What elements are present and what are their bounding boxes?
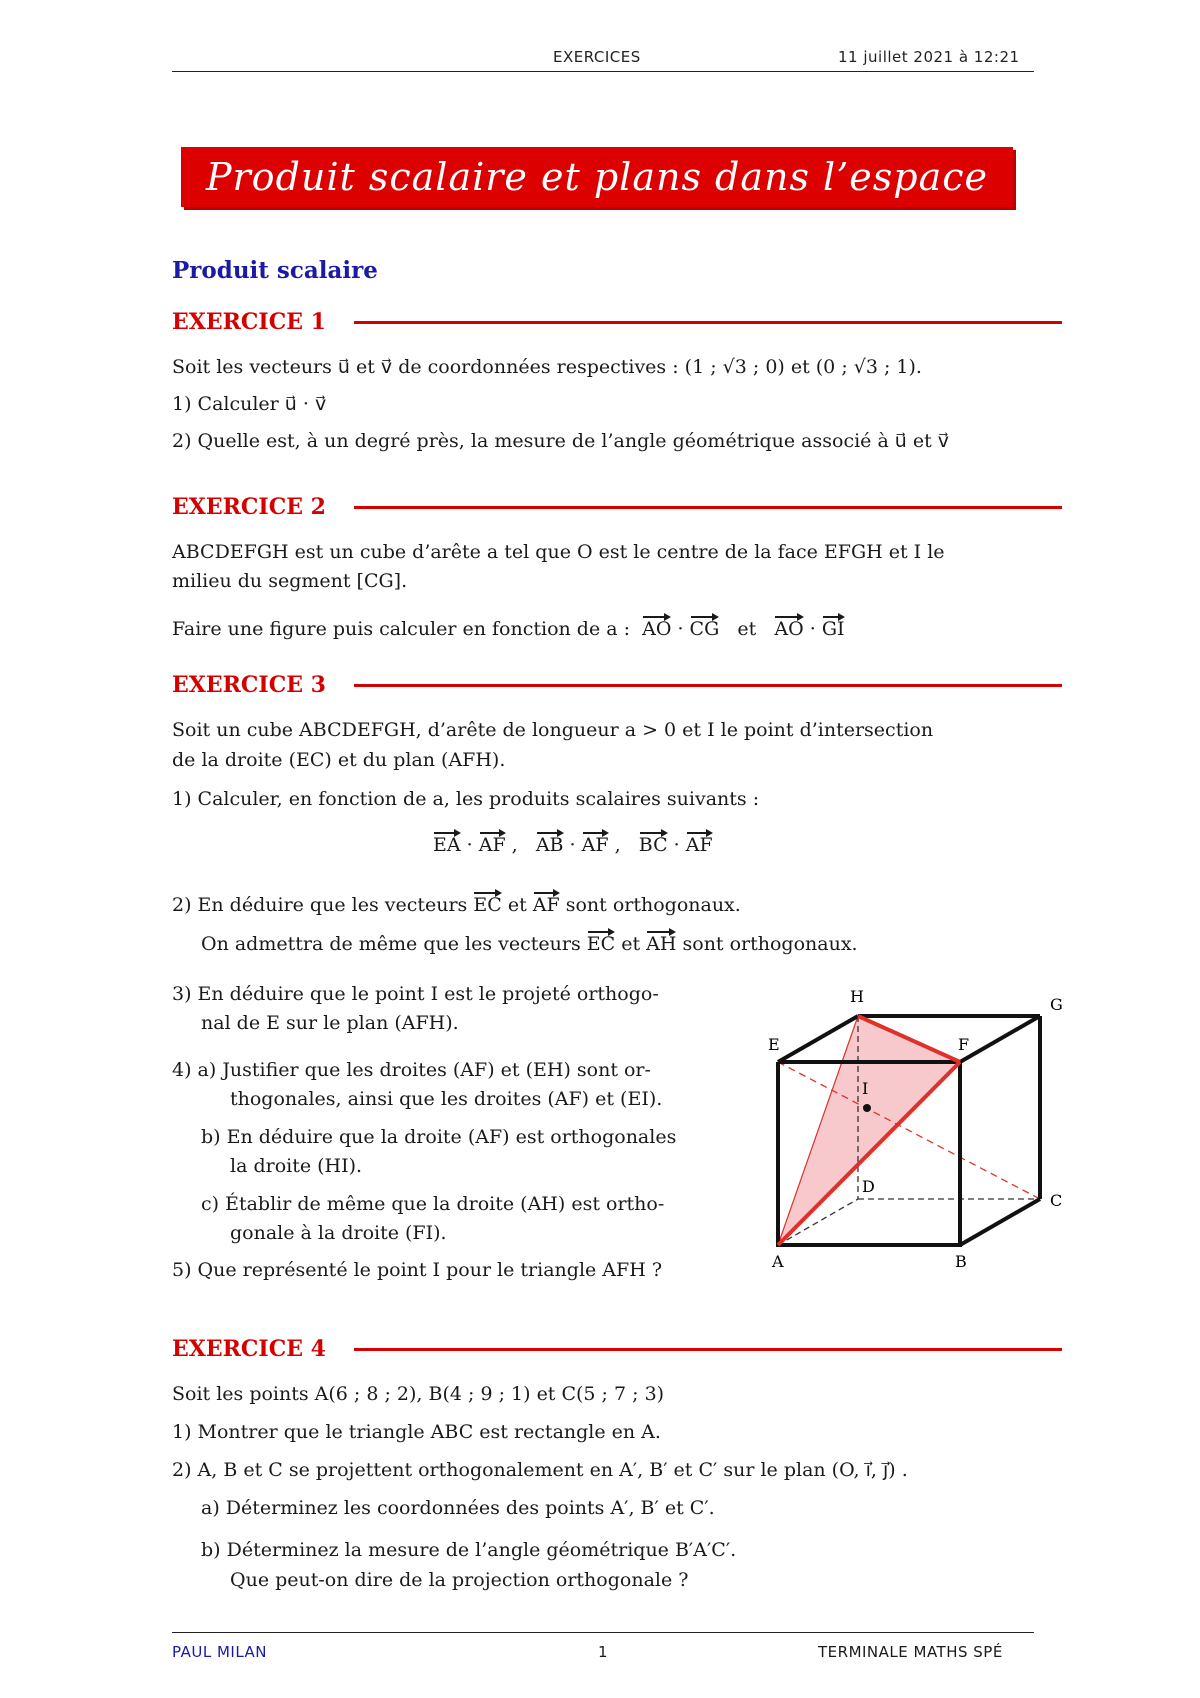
label-f: F (958, 1035, 970, 1054)
ex2-conj: et (737, 618, 757, 640)
vector-ea: EA (433, 830, 461, 860)
header-right: 11 juillet 2021 à 12:21 (838, 48, 1020, 66)
ex3-q2-end: sont orthogonaux. (565, 894, 741, 916)
ex4-q2a: a) Déterminez les coordonnées des points A′, B′ et C′. (201, 1497, 715, 1519)
ex3-q4c-line1: c) Établir de même que la droite (AH) est ortho- (201, 1193, 665, 1215)
vector-cg: CG (690, 614, 720, 644)
header-rule (172, 71, 1034, 72)
vector-ec: EC (473, 890, 501, 920)
ex3-q2-cont (201, 929, 858, 959)
edge-bc (960, 1199, 1040, 1245)
title-banner (181, 147, 1013, 207)
ex3-line1: Soit un cube ABCDEFGH, d’arête de longueur a > 0 et I le point d’intersection (172, 719, 934, 741)
vector-gi: GI (822, 614, 845, 644)
ex3-q3-line1: 3) En déduire que le point I est le projeté orthogo- (172, 983, 659, 1005)
ex2-line1: ABCDEFGH est un cube d’arête a tel que O est le centre de la face EFGH et I le (172, 541, 945, 563)
ex4-intro: Soit les points A(6 ; 8 ; 2), B(4 ; 9 ; 1) et C(5 ; 7 ; 3) (172, 1383, 665, 1405)
footer-page-number: 1 (598, 1643, 609, 1661)
vector-af-2: AF (582, 830, 609, 860)
ex3-products: EA · AF , AB · AF , BC · AF (433, 830, 713, 860)
vector-ah: AH (646, 929, 676, 959)
section-heading: Produit scalaire (172, 257, 378, 284)
exercise-2-label: EXERCICE 2 (172, 494, 326, 520)
page-title: Produit scalaire et plans dans l’espace (205, 155, 989, 199)
point-i (863, 1104, 871, 1112)
label-a: A (772, 1252, 784, 1271)
ex2-line2: milieu du segment [CG]. (172, 570, 408, 592)
ex3-q2-start: 2) En déduire que les vecteurs (172, 894, 468, 916)
ex1-q1: 1) Calculer u⃗ · v⃗ (172, 393, 327, 415)
ex2-line3-prefix: Faire une figure puis calculer en fonction de a : (172, 618, 631, 640)
edge-fg (960, 1016, 1040, 1062)
ex3-q2-conj: et (507, 894, 527, 916)
exercise-2-heading (172, 494, 1062, 520)
ex3-q3-line2: nal de E sur le plan (AFH). (201, 1012, 459, 1034)
header-left: EXERCICES (553, 48, 641, 66)
vector-ao-2: AO (774, 614, 803, 644)
ex1-q2: 2) Quelle est, à un degré près, la mesure de l’angle géométrique associé à u⃗ et v⃗ (172, 430, 950, 452)
exercise-3-heading (172, 672, 1062, 698)
vector-af-3: AF (686, 830, 713, 860)
ex3-q2c-end: sont orthogonaux. (682, 933, 858, 955)
ex3-q4a-line2: thogonales, ainsi que les droites (AF) et (EI). (230, 1088, 663, 1110)
ex3-q4a-line1: 4) a) Justifier que les droites (AF) et (EH) sont or- (172, 1059, 651, 1081)
ex1-intro: Soit les vecteurs u⃗ et v⃗ de coordonnées respectives : (1 ; √3 ; 0) et (0 ; √3 ; 1). (172, 356, 922, 378)
label-b: B (955, 1252, 967, 1271)
exercise-1-heading (172, 309, 1062, 335)
ex3-q2c-conj: et (621, 933, 641, 955)
footer-level: TERMINALE MATHS SPÉ (818, 1643, 1003, 1661)
label-c: C (1050, 1191, 1063, 1210)
ex3-q2c-start: On admettra de même que les vecteurs (201, 933, 581, 955)
vector-ao: AO (642, 614, 671, 644)
exercise-1-label: EXERCICE 1 (172, 309, 326, 335)
ex3-q1: 1) Calculer, en fonction de a, les produits scalaires suivants : (172, 788, 760, 810)
ex3-q4c-line2: gonale à la droite (FI). (230, 1222, 447, 1244)
exercise-1-rule (354, 321, 1062, 324)
vector-bc: BC (639, 830, 668, 860)
footer-author: PAUL MILAN (172, 1643, 267, 1661)
exercise-3-label: EXERCICE 3 (172, 672, 326, 698)
ex3-q4b-line1: b) En déduire que la droite (AF) est orthogonales (201, 1126, 677, 1148)
label-d: D (862, 1177, 875, 1196)
ex3-q5: 5) Que représenté le point I pour le triangle AFH ? (172, 1259, 663, 1281)
vector-af: AF (479, 830, 506, 860)
label-g: G (1050, 995, 1063, 1014)
exercise-3-rule (354, 684, 1062, 687)
ex3-q4b-line2: la droite (HI). (230, 1155, 363, 1177)
exercise-4-heading (172, 1336, 1062, 1362)
vector-ab: AB (536, 830, 564, 860)
ex4-q2: 2) A, B et C se projettent orthogonalement en A′, B′ et C′ sur le plan (O, ı⃗, ȷ⃗) . (172, 1459, 908, 1481)
label-i: I (862, 1079, 869, 1098)
ex4-q1: 1) Montrer que le triangle ABC est rectangle en A. (172, 1421, 661, 1443)
ex4-q2b-cont: Que peut-on dire de la projection orthogonale ? (230, 1569, 689, 1591)
footer-rule (172, 1632, 1034, 1633)
ex4-q2b: b) Déterminez la mesure de l’angle géométrique B′A′C′. (201, 1539, 737, 1561)
vector-af-4: AF (533, 890, 560, 920)
label-e: E (768, 1035, 780, 1054)
ex2-line3: Faire une figure puis calculer en fonction de a : AO · CG et AO · GI (172, 614, 845, 644)
exercise-4-label: EXERCICE 4 (172, 1336, 326, 1362)
ex3-q2 (172, 890, 741, 920)
vector-ec-2: EC (587, 929, 615, 959)
cube-figure (750, 980, 1080, 1275)
exercise-4-rule (354, 1348, 1062, 1351)
exercise-2-rule (354, 506, 1062, 509)
ex3-line2: de la droite (EC) et du plan (AFH). (172, 749, 506, 771)
label-h: H (850, 987, 864, 1006)
